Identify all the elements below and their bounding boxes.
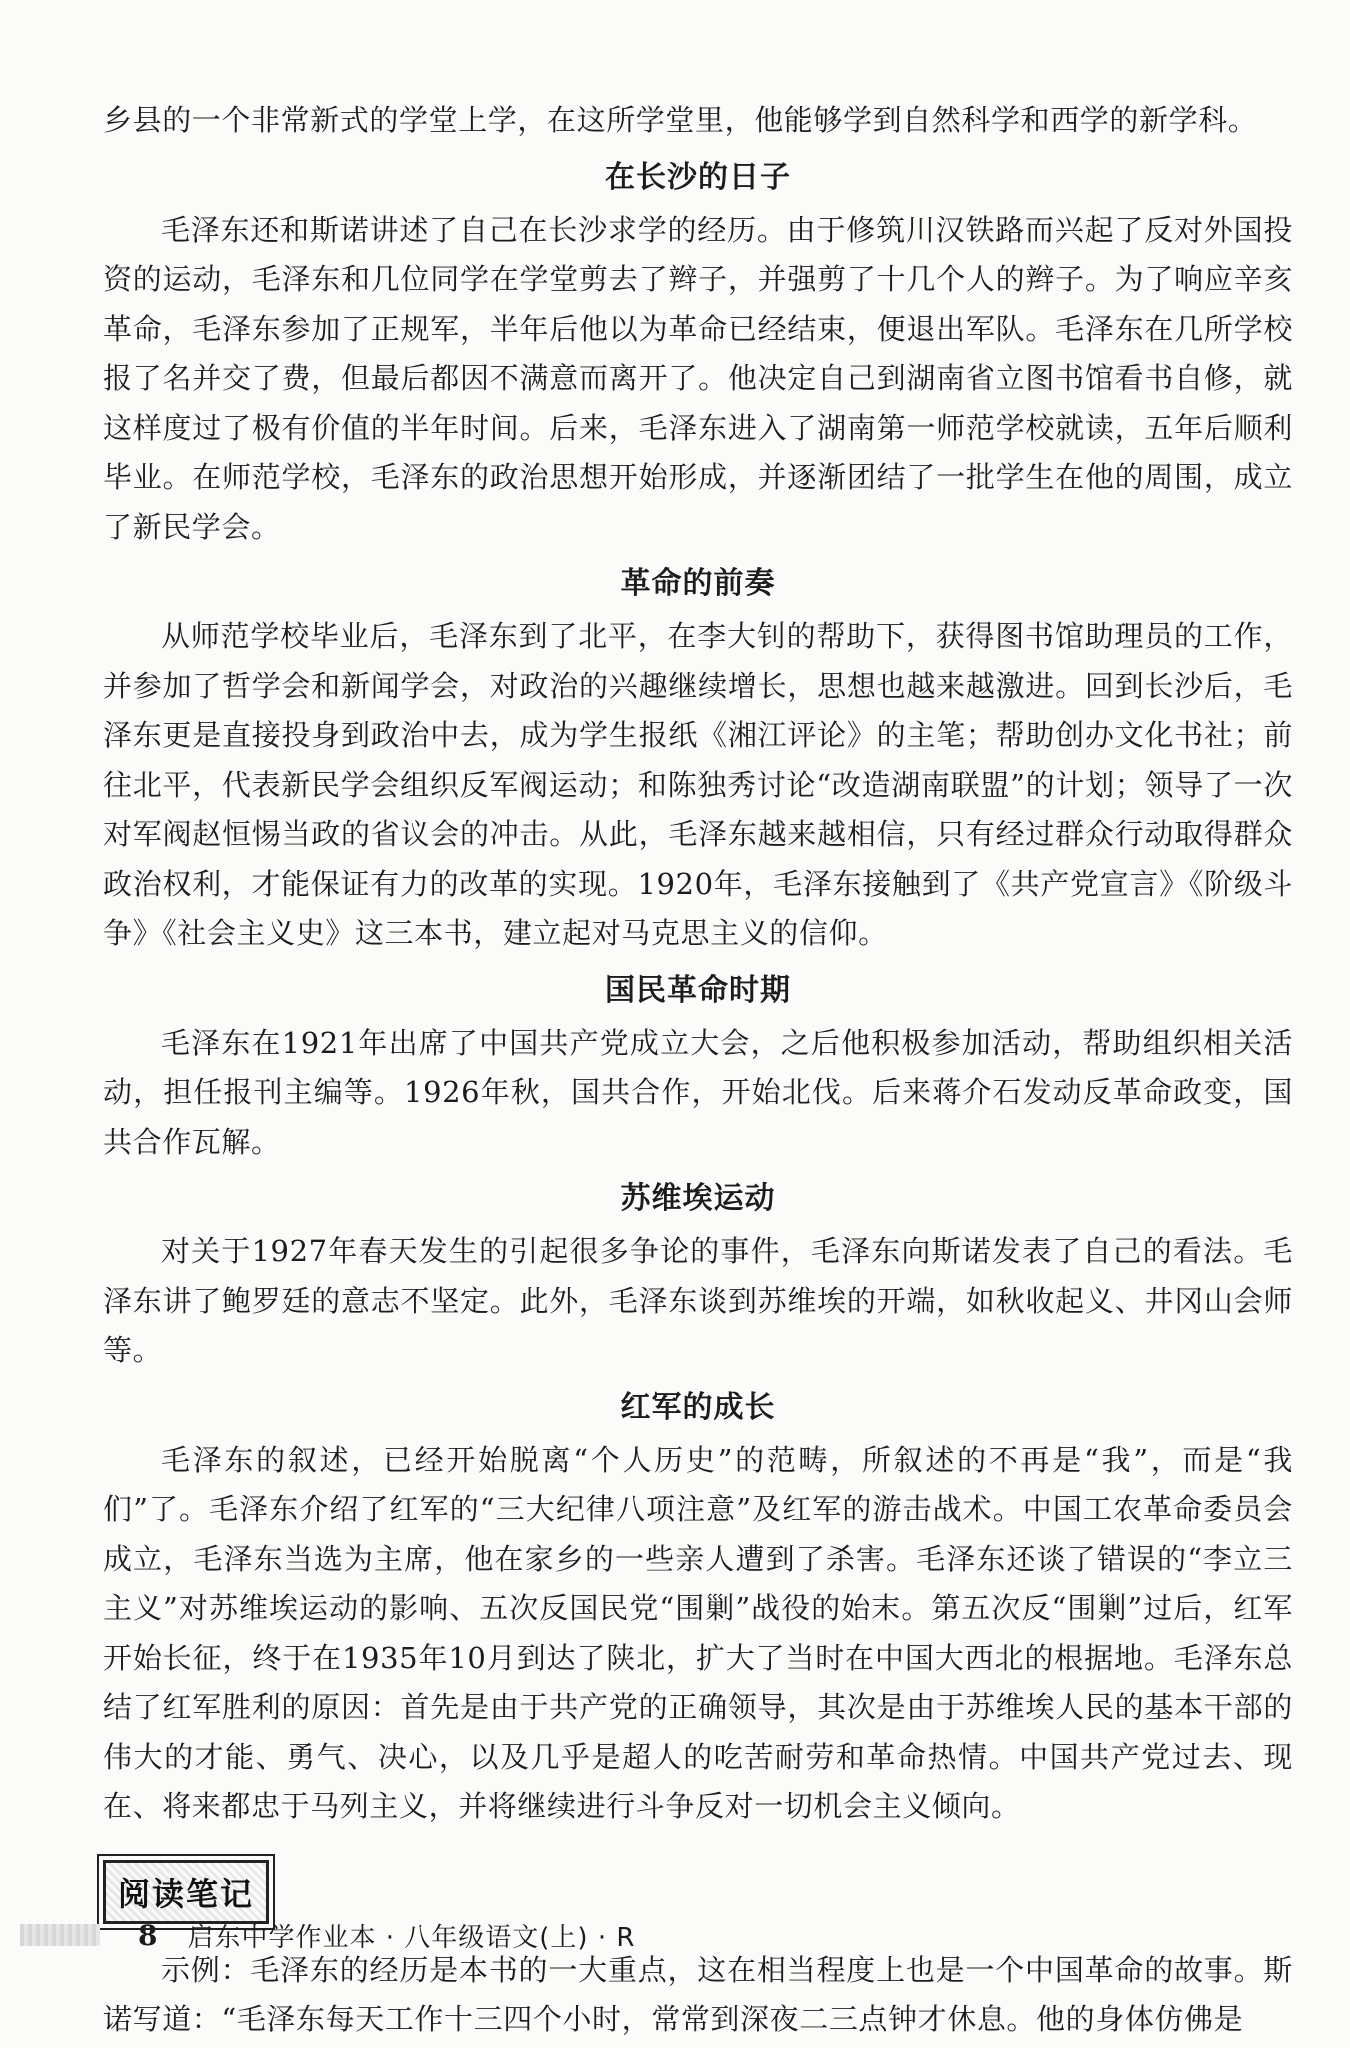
intro-paragraph: 乡县的一个非常新式的学堂上学，在这所学堂里，他能够学到自然科学和西学的新学科。 [103, 103, 1258, 137]
changsha-paragraph: 毛泽东还和斯诺讲述了自己在长沙求学的经历。由于修筑川汉铁路而兴起了反对外国投资的运动，毛泽东和几位同学在学堂剪去了辫子，并强剪了十几个人的辫子。为了响应辛亥革命，毛泽东参加了正规军，半年后他以为革命已经结束，便退出军队。毛泽东在几所学校报了名并交了费，但最后都因不满意而离开了。他决定自己到湖南省立图书馆看书自修，就这样度过了极有价值的半年时间。后来，毛泽东进入了湖南第一师范学校就读，五年后顺利毕业。在师范学校，毛泽东的政治思想开始形成，并逐渐团结了一批学生在他的周围，成立了新民学会。 [103, 212, 1293, 544]
national-revolution-paragraph: 毛泽东在1921年出席了中国共产党成立大会，之后他积极参加活动，帮助组织相关活动，担任报刊主编等。1926年秋，国共合作，开始北伐。后来蒋介石发动反革命政变，国共合作瓦解。 [103, 1025, 1293, 1159]
prelude-paragraph: 从师范学校毕业后，毛泽东到了北平，在李大钊的帮助下，获得图书馆助理员的工作，并参加了哲学会和新闻学会，对政治的兴趣继续增长，思想也越来越激进。回到长沙后，毛泽东更是直接投身到政治中去，成为学生报纸《湘江评论》的主笔；帮助创办文化书社；前往北平，代表新民学会组织反军阀运动；和陈独秀讨论“改造湖南联盟”的计划；领导了一次对军阀赵恒惕当政的省议会的冲击。从此，毛泽东越来越相信，只有经过群众行动取得群众政治权利，才能保证有力的改革的实现。1920年，毛泽东接触到了《共产党宣言》《阶级斗争》《社会主义史》这三本书，建立起对马克思主义的信仰。 [103, 619, 1293, 950]
soviet-paragraph: 对关于1927年春天发生的引起很多争论的事件，毛泽东向斯诺发表了自己的看法。毛泽东讲了鲍罗廷的意志不坚定。此外，毛泽东谈到苏维埃的开端，如秋收起义、井冈山会师等。 [103, 1234, 1293, 1367]
section-heading-red-army: 红军的成长 [620, 1389, 776, 1425]
section-heading-changsha: 在长沙的日子 [605, 159, 791, 195]
section-heading-soviet: 苏维埃运动 [620, 1181, 776, 1216]
page-number: 8 [138, 1918, 158, 1952]
section-heading-prelude: 革命的前奏 [620, 566, 776, 601]
reading-notes-paragraph: 示例：毛泽东的经历是本书的一大重点，这在相当程度上也是一个中国革命的故事。斯诺写道：“毛泽东每天工作十三四个小时，常常到深夜二三点钟才休息。他的身体仿佛是 [103, 1952, 1293, 2036]
book-title: 启东中学作业本 · 八年级语文(上) · R [187, 1922, 636, 1953]
page-content [103, 96, 1293, 2045]
footer-tab-decoration [20, 1924, 100, 1946]
reading-notes-banner: 阅读笔记 [103, 1860, 269, 1924]
red-army-paragraph: 毛泽东的叙述，已经开始脱离“个人历史”的范畴，所叙述的不再是“我”，而是“我们”了。毛泽东介绍了红军的“三大纪律八项注意”及红军的游击战术。中国工农革命委员会成立，毛泽东当选为主席，他在家乡的一些亲人遭到了杀害。毛泽东还谈了错误的“李立三主义”对苏维埃运动的影响、五次反国民党“围剿”战役的始末。第五次反“围剿”过后，红军开始长征，终于在1935年10月到达了陕北，扩大了当时在中国大西北的根据地。毛泽东总结了红军胜利的原因：首先是由于共产党的正确领导，其次是由于苏维埃人民的基本干部的伟大的才能、勇气、决心，以及几乎是超人的吃苦耐劳和革命热情。中国共产党过去、现在、将来都忠于马列主义，并将继续进行斗争反对一切机会主义倾向。 [103, 1442, 1293, 1823]
page-footer [20, 1915, 635, 1955]
section-heading-national-revolution: 国民革命时期 [605, 972, 791, 1008]
